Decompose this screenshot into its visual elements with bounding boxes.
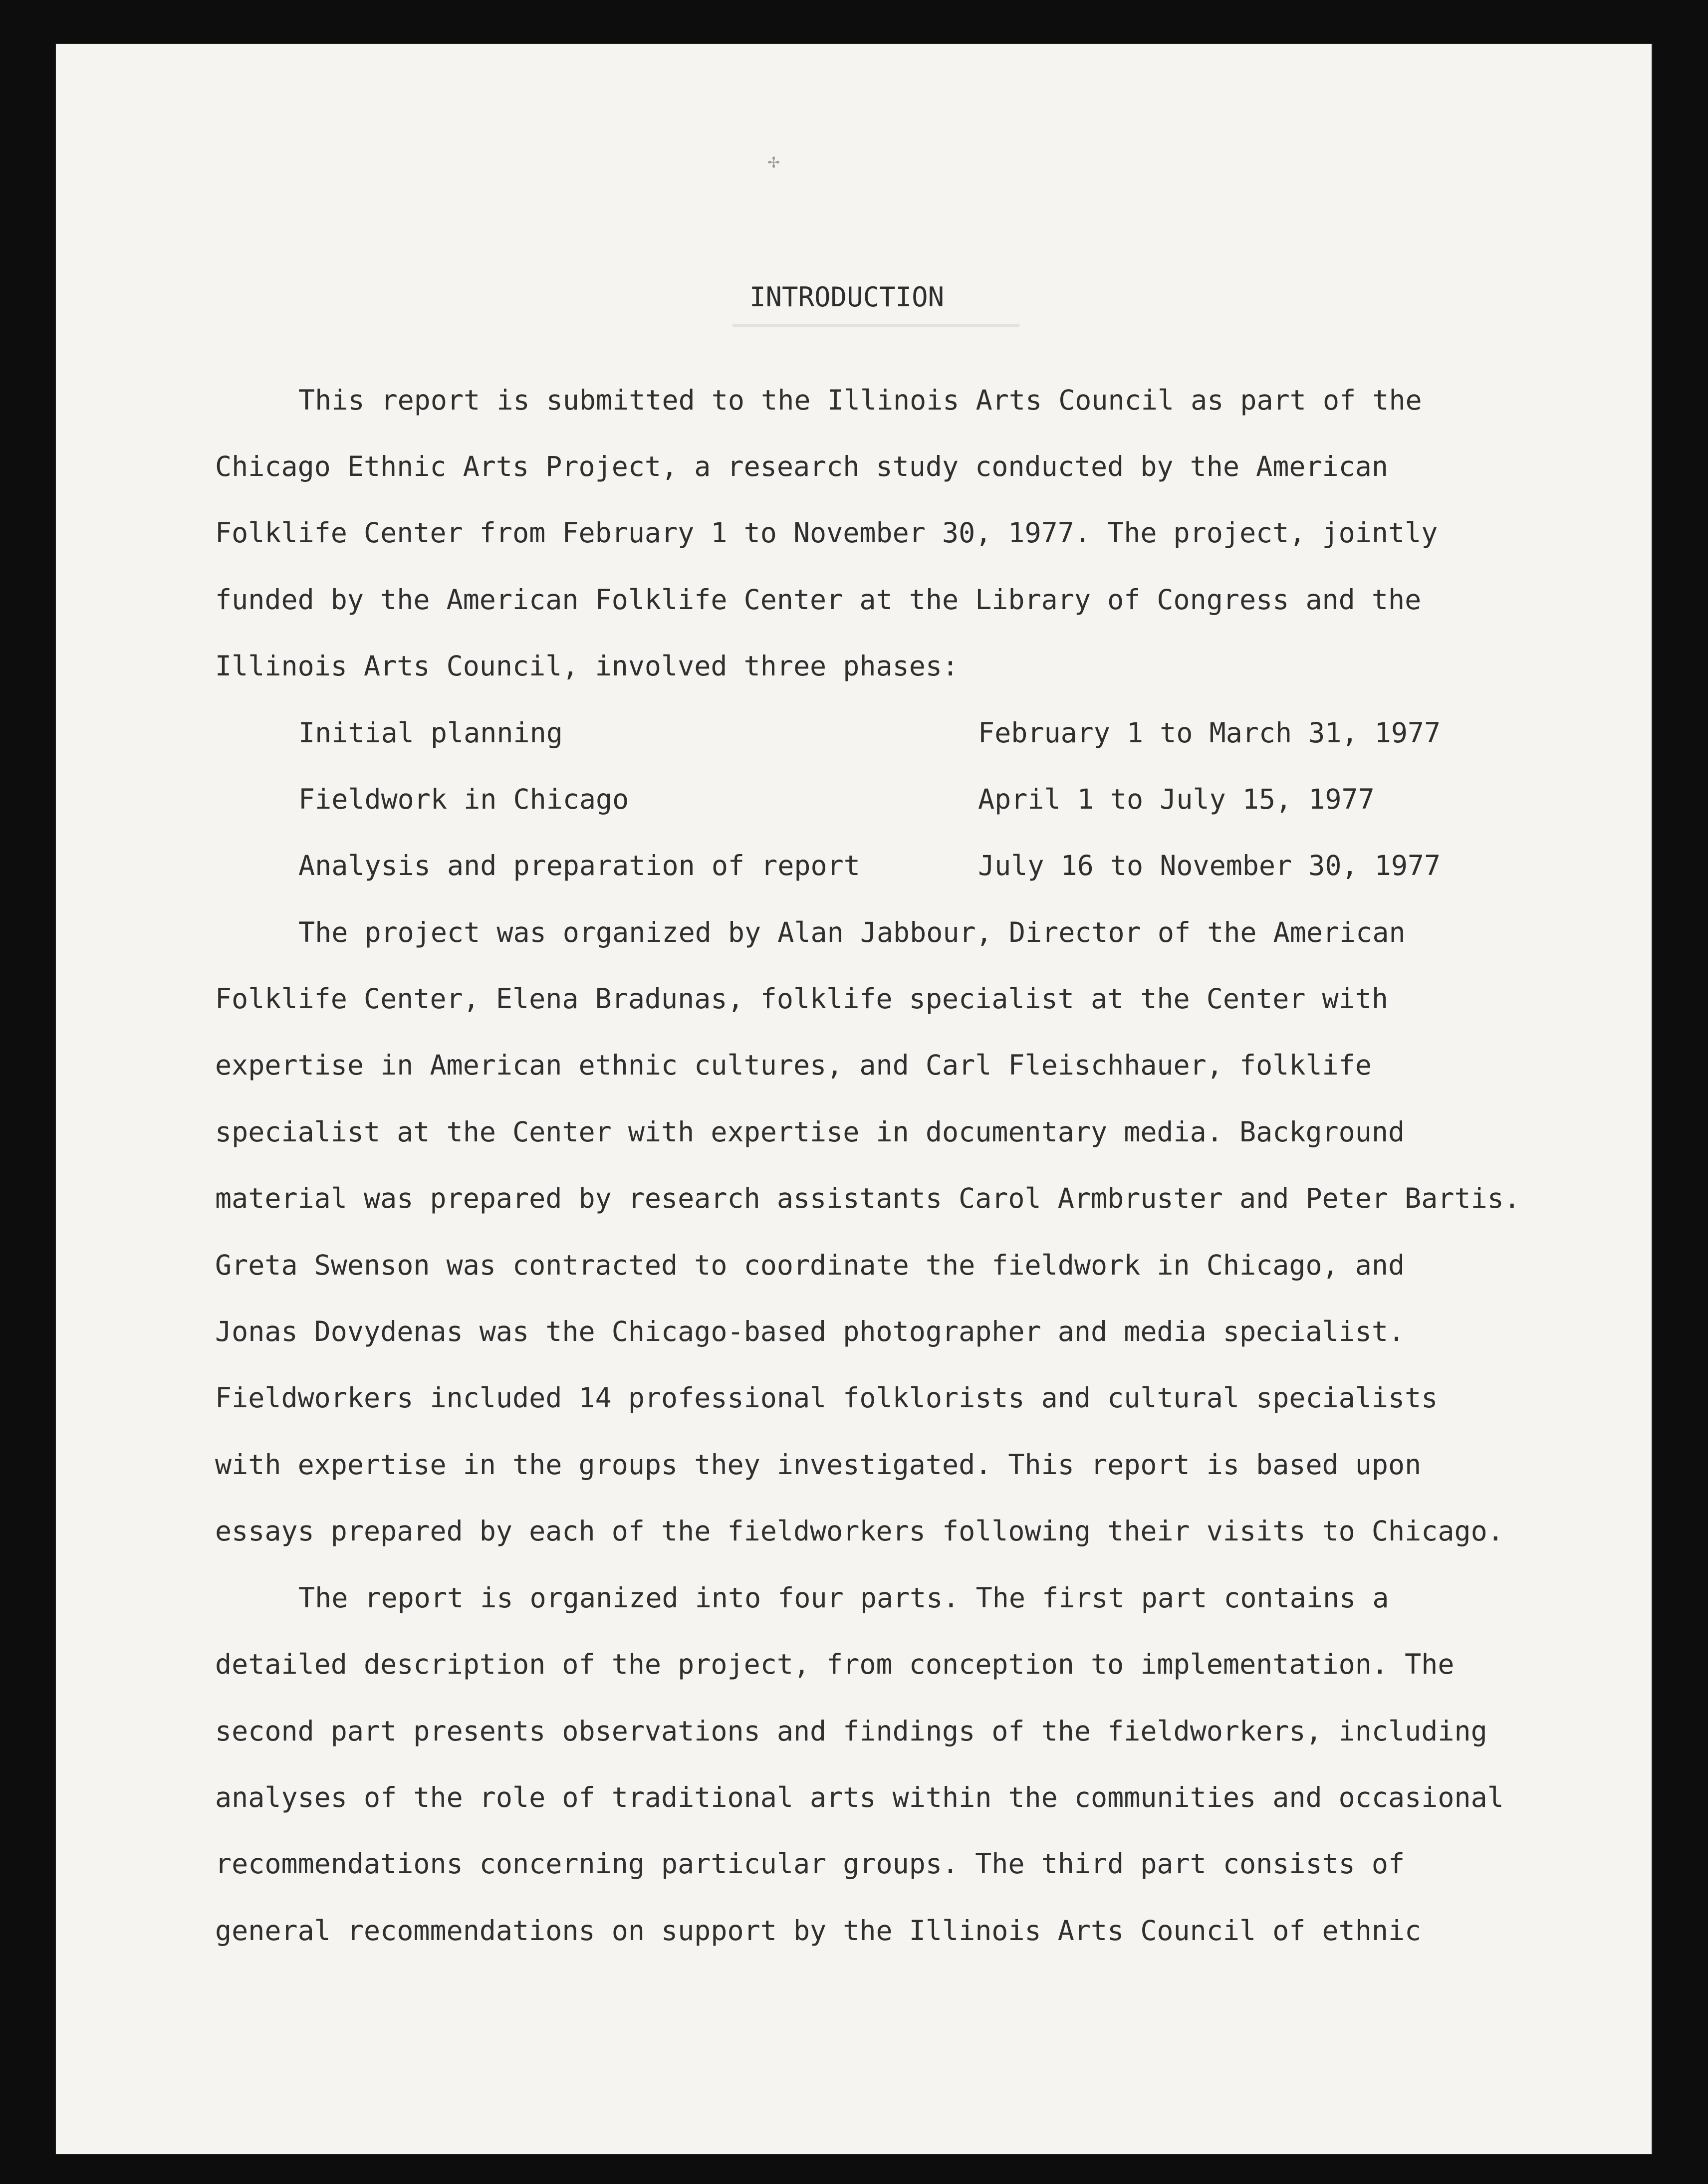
paragraph-2-line-2: Folklife Center, Elena Bradunas, folklife specialist at the Center with <box>215 983 1389 1015</box>
document-page <box>56 44 1652 2154</box>
paragraph-2-line-8: Fieldworkers included 14 professional folklorists and cultural specialists <box>215 1382 1438 1414</box>
paragraph-3-line-6: general recommendations on support by the Illinois Arts Council of ethnic <box>215 1915 1422 1947</box>
phase-label: Fieldwork in Chicago <box>298 783 629 815</box>
paragraph-1-line-4: funded by the American Folklife Center at the Library of Congress and the <box>215 584 1422 616</box>
paragraph-1-line-3: Folklife Center from February 1 to November 30, 1977. The project, jointly <box>215 517 1438 549</box>
paragraph-2-line-3: expertise in American ethnic cultures, and Carl Fleischhauer, folklife <box>215 1049 1372 1081</box>
title-underline <box>732 324 1019 327</box>
paragraph-1-line-1: This report is submitted to the Illinois Arts Council as part of the <box>298 384 1422 416</box>
paragraph-1-line-2: Chicago Ethnic Arts Project, a research study conducted by the American <box>215 450 1389 482</box>
phase-dates: April 1 to July 15, 1977 <box>978 783 1375 815</box>
paragraph-2-line-6: Greta Swenson was contracted to coordinate the fieldwork in Chicago, and <box>215 1249 1405 1281</box>
paragraph-3-line-1: The report is organized into four parts. The first part contains a <box>298 1582 1389 1614</box>
paragraph-1-line-5: Illinois Arts Council, involved three phases: <box>215 650 959 682</box>
paragraph-3-line-3: second part presents observations and findings of the fieldworkers, including <box>215 1715 1487 1747</box>
page-title: INTRODUCTION <box>749 281 945 313</box>
paragraph-3-line-2: detailed description of the project, from conception to implementation. The <box>215 1648 1455 1680</box>
phase-dates: July 16 to November 30, 1977 <box>978 850 1441 881</box>
paragraph-2-line-7: Jonas Dovydenas was the Chicago-based photographer and media specialist. <box>215 1315 1405 1347</box>
phase-label: Analysis and preparation of report <box>298 850 860 881</box>
paragraph-2-line-5: material was prepared by research assistants Carol Armbruster and Peter Bartis. <box>215 1182 1520 1214</box>
paragraph-2-line-10: essays prepared by each of the fieldworkers following their visits to Chicago. <box>215 1515 1504 1547</box>
paragraph-2-line-1: The project was organized by Alan Jabbour, Director of the American <box>298 916 1406 948</box>
paragraph-3-line-5: recommendations concerning particular groups. The third part consists of <box>215 1848 1405 1880</box>
paragraph-2-line-9: with expertise in the groups they investigated. This report is based upon <box>215 1449 1422 1481</box>
paragraph-3-line-4: analyses of the role of traditional arts within the communities and occasional <box>215 1781 1504 1813</box>
ink-speck: ✢ <box>767 154 780 172</box>
phase-label: Initial planning <box>298 717 563 749</box>
paragraph-2-line-4: specialist at the Center with expertise in documentary media. Background <box>215 1116 1405 1148</box>
phase-dates: February 1 to March 31, 1977 <box>978 717 1441 749</box>
